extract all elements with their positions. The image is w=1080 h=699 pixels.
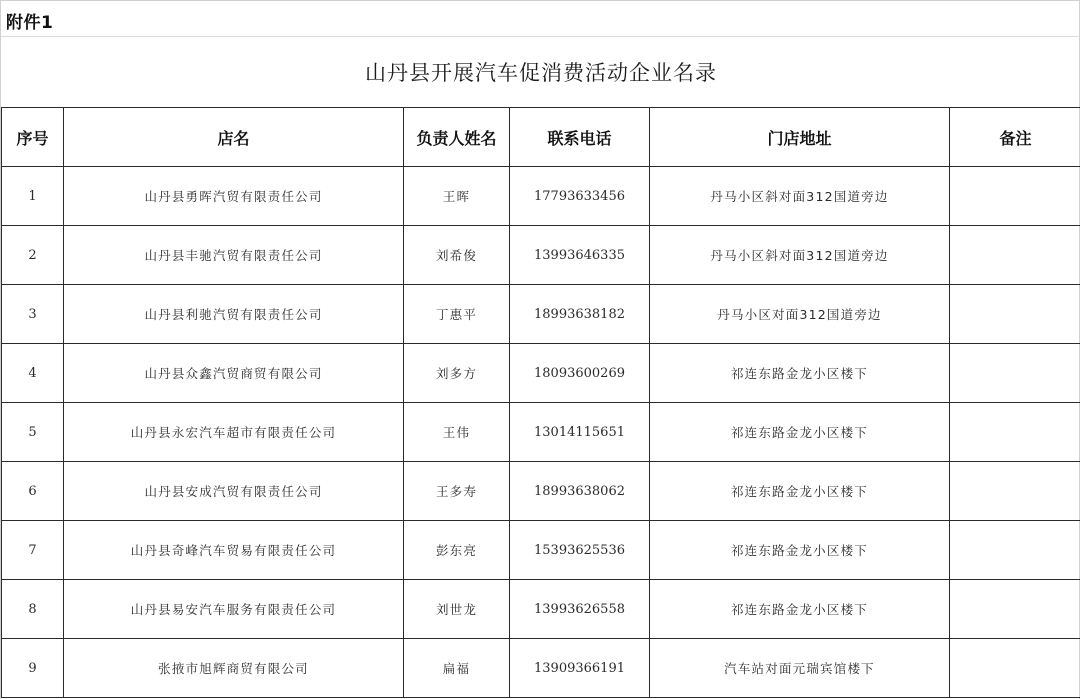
- cell-remark: [950, 344, 1080, 403]
- table-row: [2, 580, 1080, 639]
- cell-remark: [950, 403, 1080, 462]
- table-row: [2, 344, 1080, 403]
- table-row: [2, 639, 1080, 698]
- cell-store-name: 山丹县众鑫汽贸商贸有限公司: [64, 344, 404, 403]
- cell-remark: [950, 580, 1080, 639]
- table-header-row: [2, 108, 1080, 167]
- header-index: 序号: [2, 108, 64, 167]
- header-store-name: 店名: [64, 108, 404, 167]
- cell-person-name: 刘希俊: [404, 226, 510, 285]
- enterprise-table: [1, 107, 1080, 698]
- cell-phone: 18093600269: [510, 344, 650, 403]
- cell-index: 6: [2, 462, 64, 521]
- cell-address: 丹马小区斜对面312国道旁边: [650, 226, 950, 285]
- cell-address: 丹马小区斜对面312国道旁边: [650, 167, 950, 226]
- cell-address: 祁连东路金龙小区楼下: [650, 580, 950, 639]
- cell-address: 祁连东路金龙小区楼下: [650, 521, 950, 580]
- cell-index: 7: [2, 521, 64, 580]
- table-row: [2, 462, 1080, 521]
- header-address: 门店地址: [650, 108, 950, 167]
- cell-store-name: 山丹县利驰汽贸有限责任公司: [64, 285, 404, 344]
- cell-phone: 17793633456: [510, 167, 650, 226]
- header-person-name: 负责人姓名: [404, 108, 510, 167]
- header-phone: 联系电话: [510, 108, 650, 167]
- cell-address: 祁连东路金龙小区楼下: [650, 462, 950, 521]
- cell-store-name: 山丹县易安汽车服务有限责任公司: [64, 580, 404, 639]
- cell-index: 8: [2, 580, 64, 639]
- cell-index: 5: [2, 403, 64, 462]
- table-row: [2, 285, 1080, 344]
- cell-phone: 13993626558: [510, 580, 650, 639]
- cell-remark: [950, 167, 1080, 226]
- cell-person-name: 王多寿: [404, 462, 510, 521]
- table-row: [2, 403, 1080, 462]
- cell-person-name: 刘多方: [404, 344, 510, 403]
- cell-phone: 18993638062: [510, 462, 650, 521]
- cell-person-name: 丁惠平: [404, 285, 510, 344]
- cell-index: 9: [2, 639, 64, 698]
- cell-person-name: 王伟: [404, 403, 510, 462]
- table-row: [2, 521, 1080, 580]
- cell-person-name: 王晖: [404, 167, 510, 226]
- cell-person-name: 扁福: [404, 639, 510, 698]
- cell-remark: [950, 462, 1080, 521]
- cell-phone: 18993638182: [510, 285, 650, 344]
- cell-store-name: 山丹县奇峰汽车贸易有限责任公司: [64, 521, 404, 580]
- header-remark: 备注: [950, 108, 1080, 167]
- table-row: [2, 226, 1080, 285]
- cell-index: 3: [2, 285, 64, 344]
- table-row: [2, 167, 1080, 226]
- document-title: 山丹县开展汽车促消费活动企业名录: [365, 61, 717, 85]
- cell-remark: [950, 639, 1080, 698]
- cell-person-name: 刘世龙: [404, 580, 510, 639]
- cell-store-name: 山丹县勇晖汽贸有限责任公司: [64, 167, 404, 226]
- cell-store-name: 山丹县安成汽贸有限责任公司: [64, 462, 404, 521]
- cell-store-name: 山丹县永宏汽车超市有限责任公司: [64, 403, 404, 462]
- cell-address: 汽车站对面元瑞宾馆楼下: [650, 639, 950, 698]
- cell-address: 祁连东路金龙小区楼下: [650, 344, 950, 403]
- cell-remark: [950, 521, 1080, 580]
- cell-address: 祁连东路金龙小区楼下: [650, 403, 950, 462]
- cell-phone: 13909366191: [510, 639, 650, 698]
- cell-remark: [950, 226, 1080, 285]
- attachment-divider: [1, 36, 1080, 37]
- cell-phone: 13014115651: [510, 403, 650, 462]
- cell-index: 1: [2, 167, 64, 226]
- attachment-label: 附件1: [6, 13, 54, 33]
- cell-index: 4: [2, 344, 64, 403]
- cell-phone: 13993646335: [510, 226, 650, 285]
- cell-address: 丹马小区对面312国道旁边: [650, 285, 950, 344]
- cell-phone: 15393625536: [510, 521, 650, 580]
- cell-remark: [950, 285, 1080, 344]
- cell-index: 2: [2, 226, 64, 285]
- cell-store-name: 山丹县丰驰汽贸有限责任公司: [64, 226, 404, 285]
- cell-person-name: 彭东亮: [404, 521, 510, 580]
- cell-store-name: 张掖市旭辉商贸有限公司: [64, 639, 404, 698]
